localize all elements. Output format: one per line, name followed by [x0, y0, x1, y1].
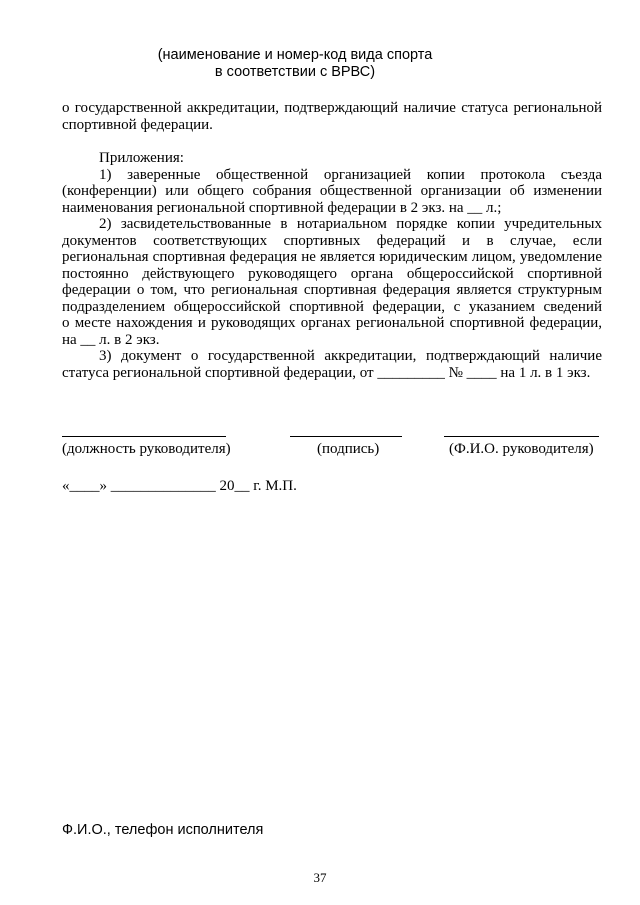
executor-contact-label: Ф.И.О., телефон исполнителя	[62, 822, 264, 838]
item2-line-1: 2) засвидетельствованные в нотариальном порядке копии учредительных	[99, 216, 602, 232]
signature-line	[290, 436, 402, 437]
attachments-section	[62, 150, 602, 381]
item2-line-8: на __ л. в 2 экз.	[62, 331, 160, 348]
attachment-item-3	[62, 348, 602, 381]
item1-line-1: 1) заверенные общественной организацией копии протокола съезда	[99, 166, 602, 183]
signature-label: (подпись)	[317, 441, 380, 457]
item2-line-6: подразделением общероссийской спортивной федерации, с указанием сведений	[62, 298, 602, 315]
intro-line-2: спортивной федерации.	[62, 116, 213, 133]
item3-line-2: статуса региональной спортивной федерации, от _________ № ____ на 1 л. в 1 экз.	[62, 364, 591, 381]
item2-line-4: постоянно действующего руководящего органа общероссийской спортивной	[62, 265, 602, 282]
attachment-item-2	[62, 216, 602, 348]
caption-line-1: (наименование и номер-код вида спорта	[157, 47, 433, 63]
attachment-item-1	[62, 167, 602, 217]
name-label: (Ф.И.О. руководителя)	[449, 441, 594, 457]
item2-line-3: региональная спортивная федерация не является юридическим лицом, уведомление	[62, 249, 602, 265]
item2-line-7: о месте нахождения и руководящих органах региональной спортивной федерации,	[62, 315, 602, 331]
position-signature-line	[62, 436, 226, 437]
sport-name-caption	[150, 47, 440, 81]
caption-line-2: в соответствии с ВРВС)	[214, 64, 376, 80]
position-label: (должность руководителя)	[62, 441, 231, 457]
item1-line-3: наименования региональной спортивной федерации в 2 экз. на __ л.;	[62, 199, 502, 216]
name-signature-line	[444, 436, 599, 437]
item2-line-2: документов соответствующих спортивных федераций и в случае, если	[62, 232, 602, 249]
item1-line-2: (конференции) или общего собрания общественной организации об изменении	[62, 183, 602, 199]
attachments-heading: Приложения:	[99, 150, 184, 166]
item3-line-1: 3) документ о государственной аккредитации, подтверждающий наличие	[99, 348, 602, 364]
date-stamp-line: «____» ______________ 20__ г. М.П.	[62, 478, 297, 494]
intro-paragraph	[62, 100, 602, 133]
item2-line-5: федерации о том, что региональная спортивная федерация является структурным	[62, 282, 602, 298]
intro-line-1: о государственной аккредитации, подтверждающий наличие статуса региональной	[62, 100, 602, 116]
page-number: 37	[313, 870, 327, 885]
